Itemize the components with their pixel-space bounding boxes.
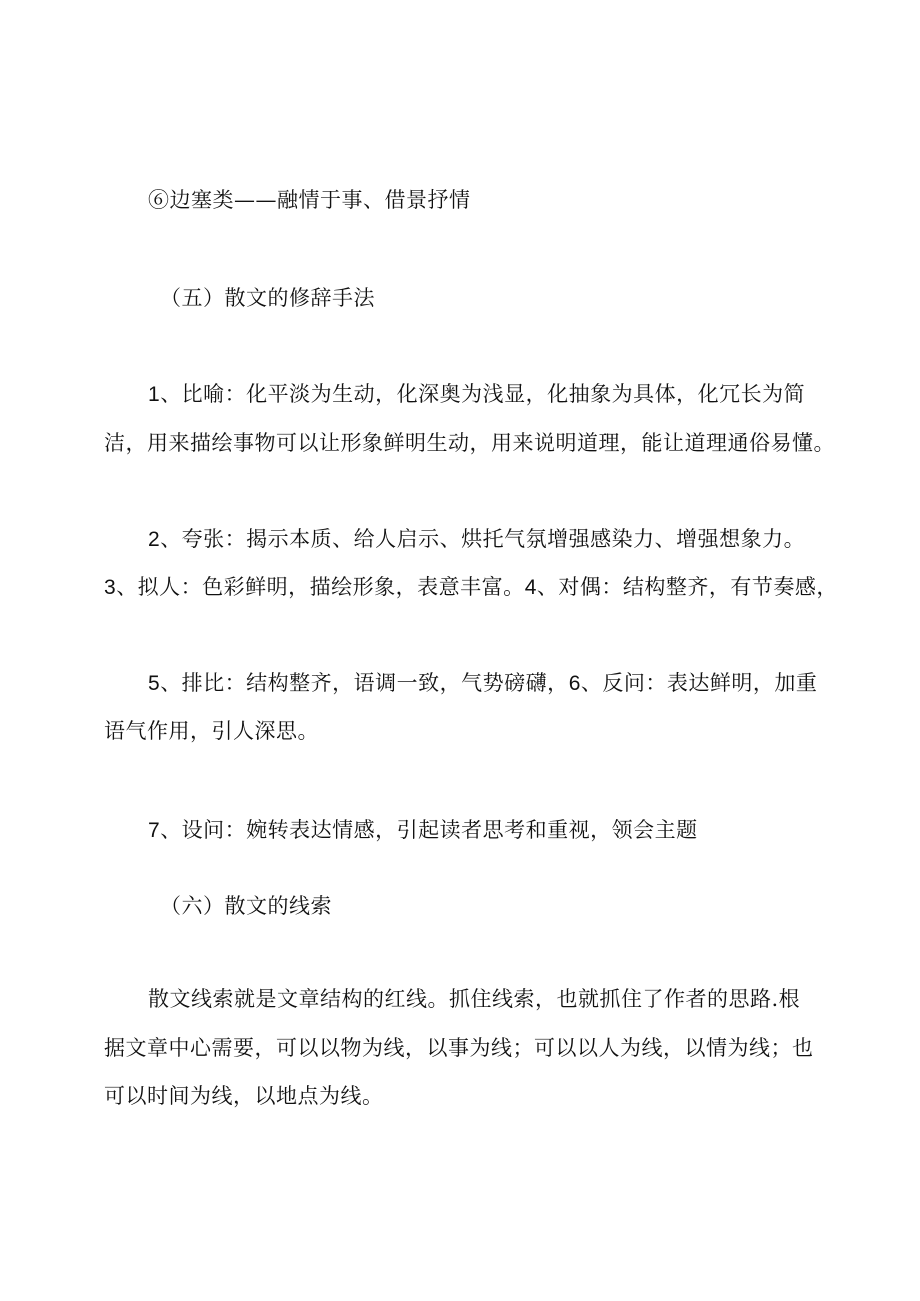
- clue-line-3: [104, 1084, 384, 1108]
- item-2-text: 、夸张：揭示本质、给人启示、烘托气氛增强感染力、增强想象力。: [160, 527, 806, 551]
- item-7-text: 、设问：婉转表达情感，引起读者思考和重视，领会主题: [160, 818, 698, 842]
- item-1-text-2: 洁，用来描绘事物可以让形象鲜明生动，用来说明道理，能让道理通俗易懂。: [104, 431, 835, 455]
- item-2-line: [148, 527, 805, 552]
- item-7-number: 7: [148, 819, 161, 842]
- clue-line-2: [104, 1036, 814, 1060]
- item-7-line: [148, 818, 698, 843]
- item-1-line-2: [104, 431, 835, 455]
- section-5-heading: [160, 286, 375, 310]
- clue-text-2: 据文章中心需要，可以以物为线，以事为线；可以以人为线，以情为线；也: [104, 1036, 814, 1060]
- item-5-6-line-1: [148, 671, 817, 696]
- section-6-heading: [160, 894, 332, 918]
- item-5-6-text-2: 语气作用，引人深思。: [104, 719, 319, 743]
- item-6-number: 6: [568, 672, 581, 695]
- frontier-poetry-line: [148, 188, 471, 212]
- item-1-number: 1: [148, 383, 161, 406]
- item-3-4-line: [104, 575, 838, 600]
- clue-text-3: 可以时间为线，以地点为线。: [104, 1084, 384, 1108]
- item-3-text: 、拟人：色彩鲜明，描绘形象，表意丰富。: [116, 575, 525, 599]
- item-5-6-line-2: [104, 719, 319, 743]
- section-6-heading-text: （六）散文的线索: [160, 894, 332, 918]
- clue-line-1: [148, 987, 800, 1011]
- item-3-number: 3: [104, 576, 117, 599]
- item-4-number: 4: [524, 576, 537, 599]
- item-1-text-1: 、比喻：化平淡为生动，化深奥为浅显，化抽象为具体，化冗长为简: [160, 382, 806, 406]
- frontier-poetry-text: ⑥边塞类——融情于事、借景抒情: [148, 188, 471, 212]
- item-6-text: 、反问：表达鲜明，加重: [580, 671, 818, 695]
- item-4-text: 、对偶：结构整齐，有节奏感，: [536, 575, 838, 599]
- clue-text-1: 散文线索就是文章结构的红线。抓住线索，也就抓住了作者的思路.根: [148, 987, 801, 1011]
- item-2-number: 2: [148, 528, 161, 551]
- item-5-number: 5: [148, 672, 161, 695]
- item-5-text: 、排比：结构整齐，语调一致，气势磅礴，: [160, 671, 569, 695]
- item-1-line-1: [148, 382, 805, 407]
- section-5-heading-text: （五）散文的修辞手法: [160, 286, 375, 310]
